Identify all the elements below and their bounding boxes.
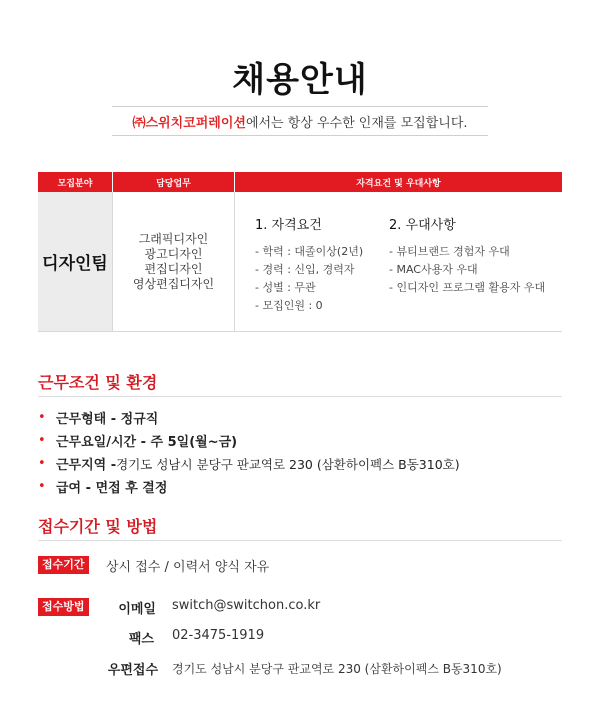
list-item: • 근무지역 - 경기도 성남시 분당구 판교역로 230 (삼환하이펙스 B동310호): [38, 456, 460, 473]
divider: [38, 396, 562, 397]
list-item: • 근무요일/시간 - 주 5일(월~금): [38, 433, 238, 450]
duty-item: 편집디자인: [144, 261, 203, 276]
mail-value: 경기도 성남시 분당구 판교역로 230 (삼환하이펙스 B동310호): [172, 662, 502, 676]
field-name: 디자인팀: [38, 192, 113, 331]
subtitle: [112, 106, 488, 136]
header-field: 모집분야: [38, 172, 113, 192]
bullet-icon: •: [38, 433, 46, 448]
fax-label: 팩스: [128, 632, 154, 647]
qualification-item: - 경력 : 신입, 경력자: [255, 263, 355, 276]
conditions-heading: 근무조건 및 환경: [38, 373, 158, 392]
company-name: ㈜스위치코퍼레이션: [132, 115, 246, 131]
email-label: 이메일: [118, 602, 156, 617]
requirements-cell: [235, 192, 562, 331]
bullet-icon: •: [38, 456, 46, 471]
divider: [38, 540, 562, 541]
table-header: [38, 172, 562, 192]
conditions-list: [38, 406, 562, 498]
bullet-icon: •: [38, 410, 46, 425]
preference-item: - MAC사용자 우대: [389, 263, 478, 276]
preferences: [389, 214, 559, 331]
preference-item: - 뷰티브랜드 경험자 우대: [389, 245, 510, 258]
page-title: 채용안내: [232, 60, 368, 100]
bullet-icon: •: [38, 479, 46, 494]
application-heading: 접수기간 및 방법: [38, 517, 158, 536]
list-item: • 급여 - 면접 후 결정: [38, 479, 168, 496]
period-badge: 접수기간: [38, 556, 89, 574]
email-value[interactable]: switch@switchon.co.kr: [172, 598, 321, 613]
qualifications-title: 1. 자격요건: [255, 218, 322, 233]
period-text: 상시 접수 / 이력서 양식 자유: [106, 560, 270, 575]
recruit-table: [38, 172, 562, 332]
header-duties: 담당업무: [113, 172, 235, 192]
qualification-item: - 학력 : 대졸이상(2년): [255, 245, 364, 258]
qualifications: [255, 214, 389, 331]
list-item: • 근무형태 - 정규직: [38, 410, 159, 427]
qualification-item: - 성별 : 무관: [255, 281, 316, 294]
header-requirements: 자격요건 및 우대사항: [356, 178, 441, 189]
preferences-title: 2. 우대사항: [389, 218, 456, 233]
qualification-item: - 모집인원 : 0: [255, 299, 323, 312]
table-row: [38, 192, 562, 332]
preference-item: - 인디자인 프로그램 활용자 우대: [389, 281, 546, 294]
duty-item: 그래픽디자인: [138, 231, 209, 246]
mail-label: 우편접수: [107, 663, 158, 678]
fax-value: 02-3475-1919: [172, 628, 265, 643]
duty-item: 영상편집디자인: [132, 276, 215, 291]
duties-list: [113, 192, 235, 331]
duty-item: 광고디자인: [144, 246, 203, 261]
method-badge: 접수방법: [38, 598, 89, 616]
subtitle-text: 에서는 항상 우수한 인재를 모집합니다.: [245, 115, 468, 131]
